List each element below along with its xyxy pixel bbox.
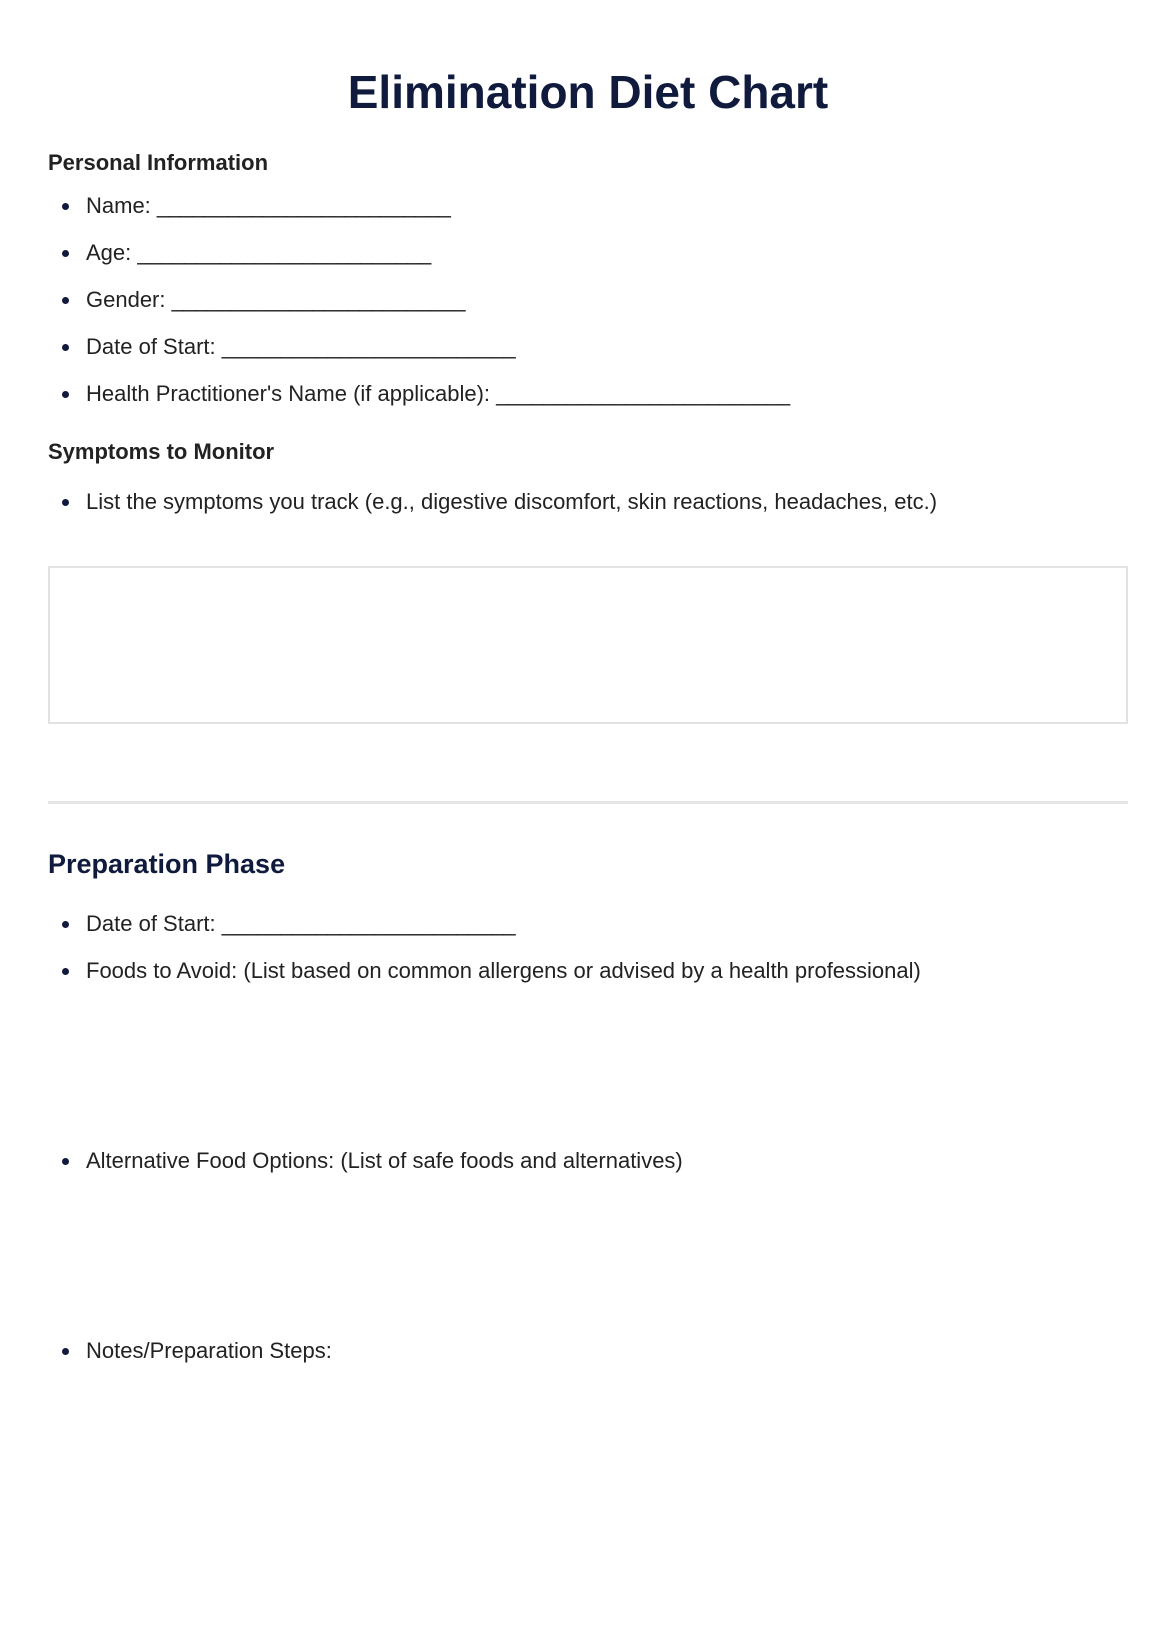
bullet-icon bbox=[62, 250, 69, 257]
alternative-foods-text: Alternative Food Options: (List of safe foods and alternatives) bbox=[86, 1148, 683, 1173]
date-of-start-blank[interactable]: _________________________ bbox=[221, 334, 516, 359]
name-field[interactable] bbox=[86, 192, 450, 220]
preparation-notes-item bbox=[86, 1337, 332, 1365]
bullet-icon bbox=[62, 499, 69, 506]
bullet-icon bbox=[62, 1158, 69, 1165]
bullet-icon bbox=[62, 344, 69, 351]
symptoms-instruction-text: List the symptoms you track (e.g., digestive discomfort, skin reactions, headaches, etc.) bbox=[86, 489, 938, 514]
gender-field[interactable] bbox=[86, 286, 465, 314]
gender-label: Gender: bbox=[86, 287, 166, 312]
symptoms-text-box[interactable] bbox=[48, 566, 1128, 724]
practitioner-name-label: Health Practitioner's Name (if applicable): bbox=[86, 381, 491, 406]
prep-date-of-start-field[interactable] bbox=[86, 910, 515, 938]
section-divider bbox=[48, 801, 1128, 804]
bullet-icon bbox=[62, 203, 69, 210]
alternative-foods-item bbox=[86, 1147, 683, 1175]
gender-blank[interactable]: _________________________ bbox=[171, 287, 466, 312]
page-title: Elimination Diet Chart bbox=[347, 66, 829, 118]
preparation-notes-text: Notes/Preparation Steps: bbox=[86, 1338, 332, 1363]
bullet-icon bbox=[62, 921, 69, 928]
age-field[interactable] bbox=[86, 239, 431, 267]
bullet-icon bbox=[62, 391, 69, 398]
symptoms-instruction bbox=[86, 488, 937, 516]
bullet-icon bbox=[62, 968, 69, 975]
preparation-phase-heading: Preparation Phase bbox=[48, 849, 286, 879]
foods-to-avoid-text: Foods to Avoid: (List based on common allergens or advised by a health professional) bbox=[86, 958, 921, 983]
age-blank[interactable]: _________________________ bbox=[137, 240, 431, 265]
prep-date-of-start-blank[interactable]: _________________________ bbox=[221, 911, 516, 936]
symptoms-heading: Symptoms to Monitor bbox=[48, 439, 275, 464]
name-label: Name: bbox=[86, 193, 151, 218]
bullet-icon bbox=[62, 1348, 69, 1355]
name-blank[interactable]: _________________________ bbox=[156, 193, 451, 218]
date-of-start-field[interactable] bbox=[86, 333, 515, 361]
foods-to-avoid-item bbox=[86, 957, 921, 985]
personal-information-heading: Personal Information bbox=[48, 150, 269, 175]
practitioner-name-field[interactable] bbox=[86, 380, 790, 408]
age-label: Age: bbox=[86, 240, 132, 265]
date-of-start-label: Date of Start: bbox=[86, 334, 216, 359]
practitioner-name-blank[interactable]: _________________________ bbox=[496, 381, 790, 406]
prep-date-of-start-label: Date of Start: bbox=[86, 911, 216, 936]
bullet-icon bbox=[62, 297, 69, 304]
